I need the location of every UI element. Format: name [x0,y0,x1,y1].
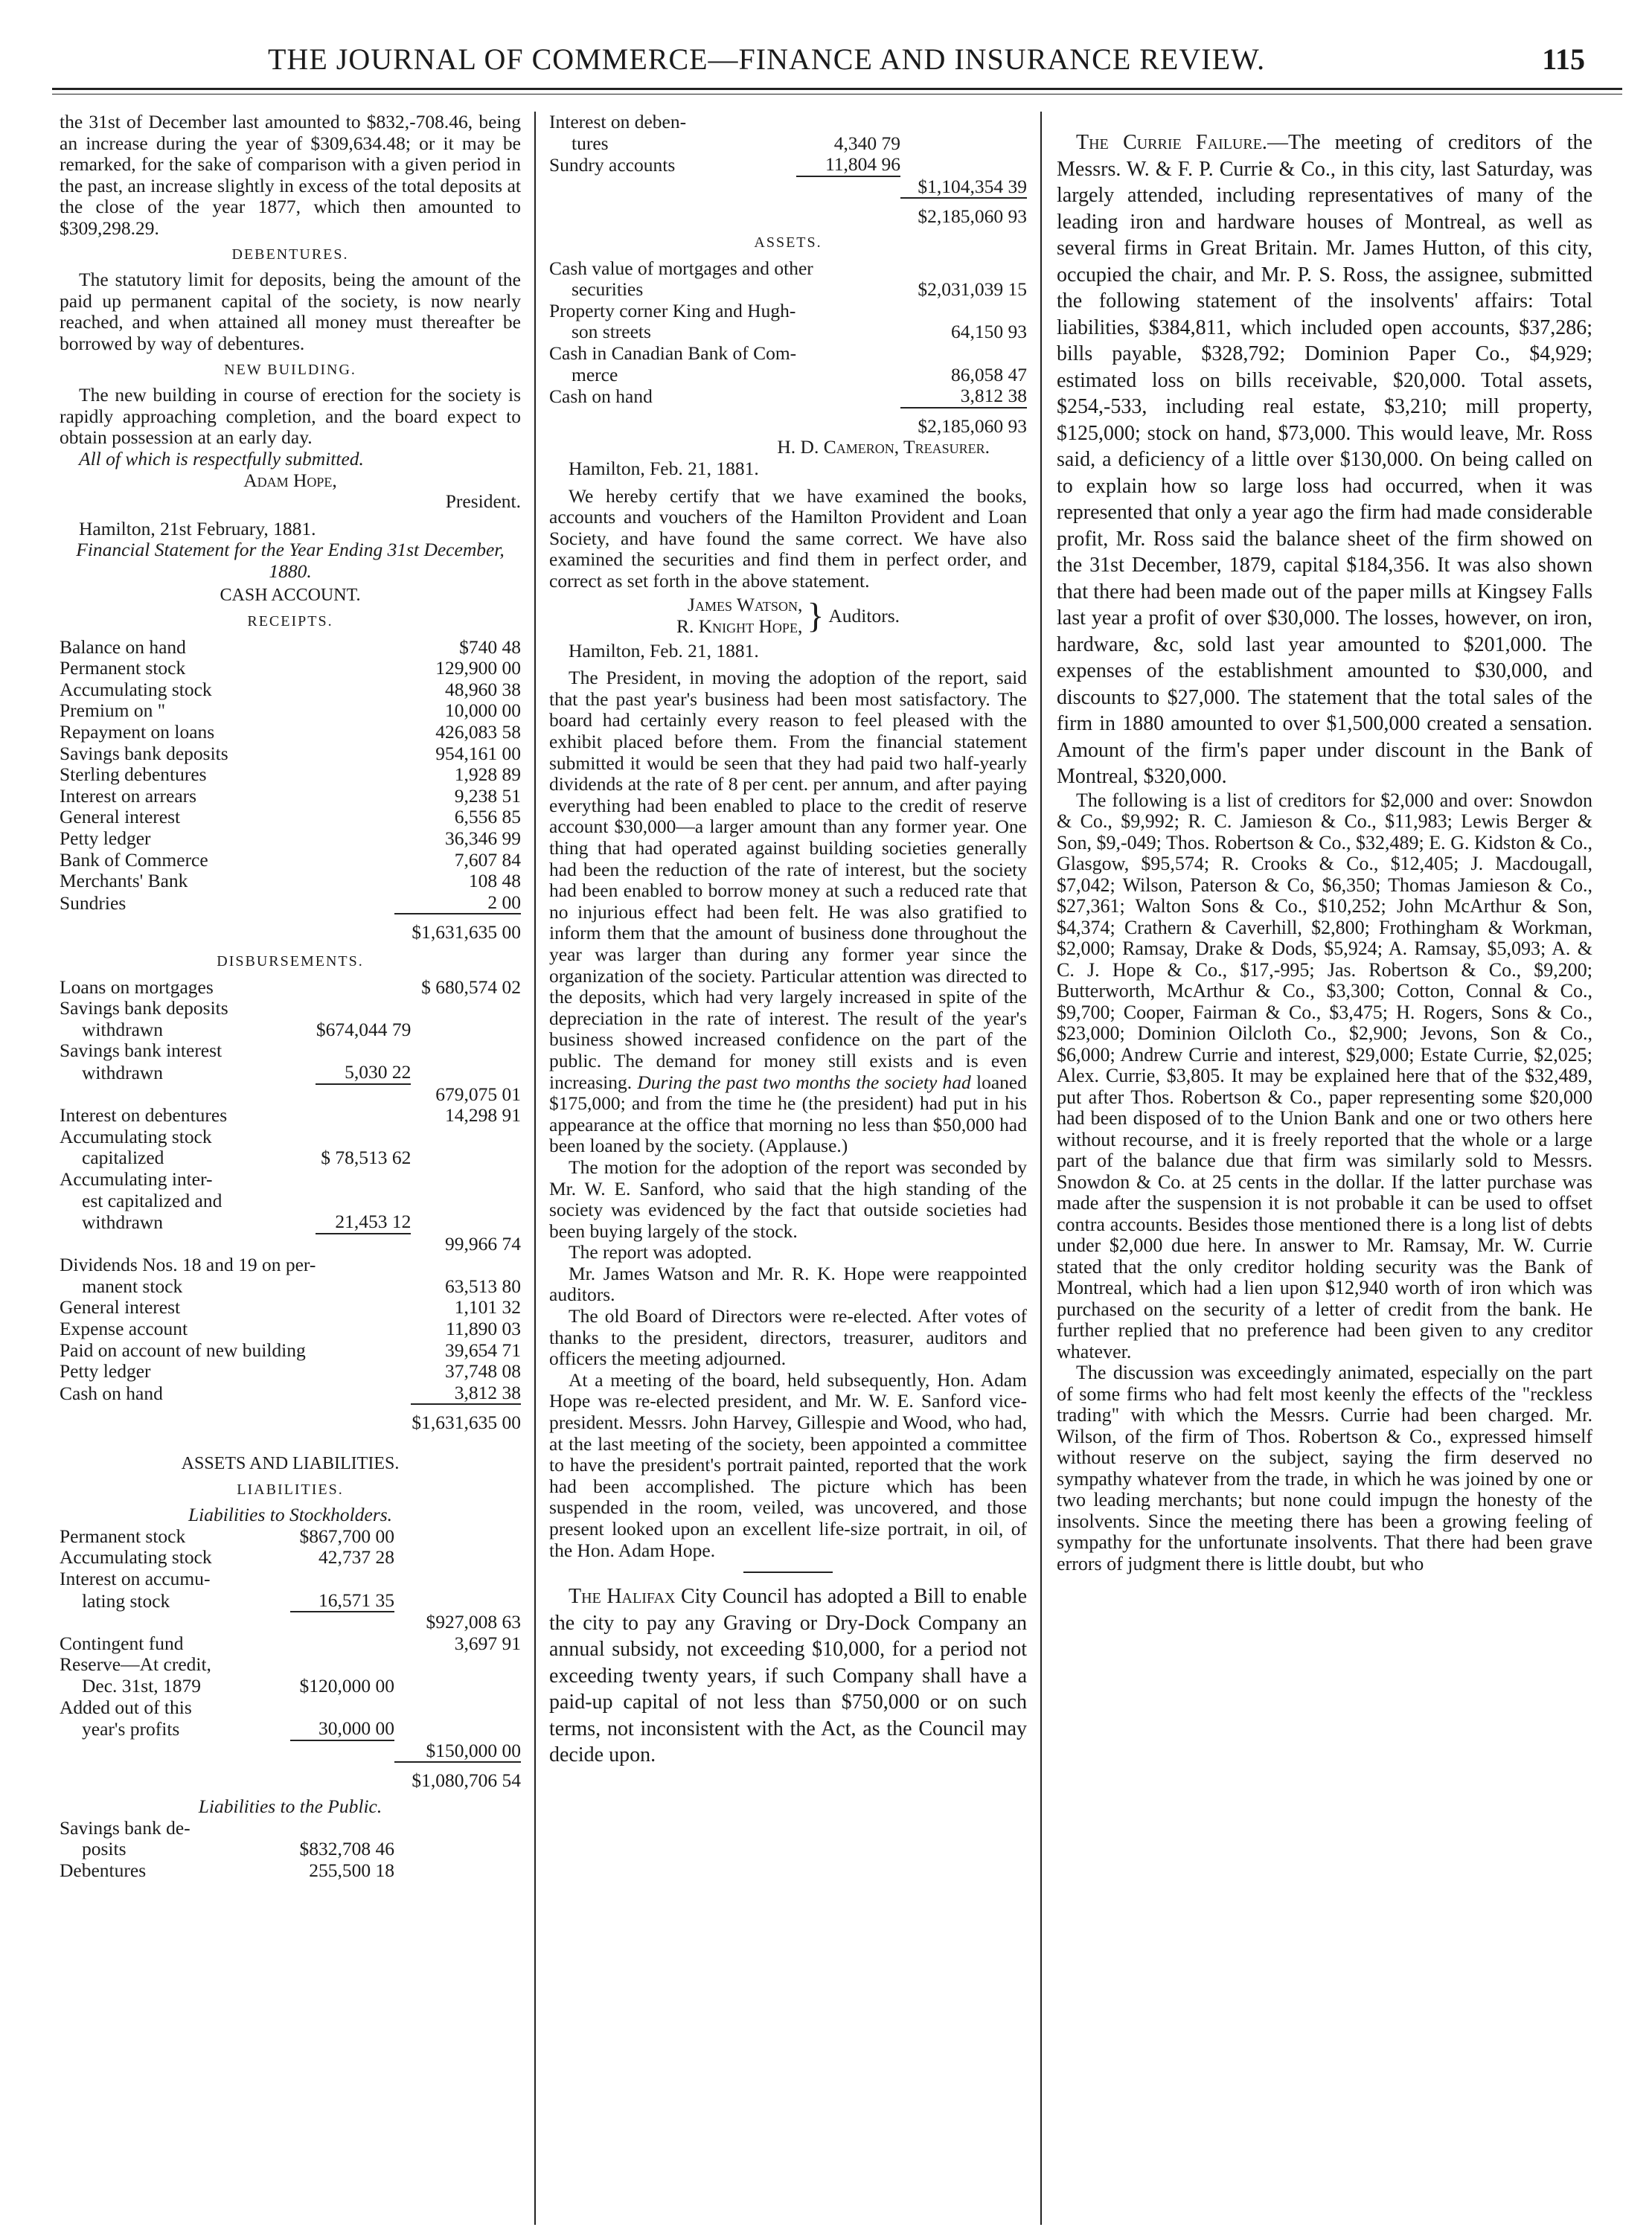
ledger-row: $927,008 63 [426,1611,521,1633]
ledger-total-row: $1,631,635 00 [412,1412,521,1434]
ledger-row: Loans on mortgages $ 680,574 02 [60,975,521,998]
ledger-row: Sterling debentures 1,928 89 [60,763,521,786]
halifax-paragraph: The Halifax City Council has adopted a Bill to enable the city to pay any Graving or Dry-Dock Company an annual subsidy, not exceeding $10,000, for a period not exceeding twenty years, if such Company shall have a paid-up capital of not less than $750,000 or on such terms, not inconsistent with the Act, as the Council may decide upon. [549,1585,1027,1767]
ledger-row: year's profits 30,000 00 [82,1717,394,1740]
ledger-row: est capitalized and [82,1189,222,1211]
treasurer-signature: H. D. Cameron, Treasurer. [777,436,990,458]
auditors-label: Auditors. [828,604,900,627]
header-rule-thick [52,88,1622,90]
column-left [60,112,521,1881]
liabilities-heading: LIABILITIES. [237,1481,344,1498]
receipts-heading: RECEIPTS. [247,613,333,630]
ledger-row: Sundry accounts 11,804 96 [549,153,900,176]
ledger-row: Cash on hand 3,812 38 [549,385,1027,408]
ledger-row: Accumulating stock [60,1125,212,1147]
place-date: Hamilton, 21st February, 1881. [79,517,316,539]
column-right [1057,112,1592,1574]
ledger-row: Expense account 11,890 03 [60,1318,521,1340]
ledger-row: capitalized $ 78,513 62 [82,1147,412,1169]
ledger-row: manent stock 63,513 80 [82,1275,521,1297]
ledger-row: Balance on hand $740 48 [60,635,521,658]
section-heading: NEW BUILDING. [224,361,356,378]
auditors-paragraph: Mr. James Watson and Mr. R. K. Hope were reappointed auditors. [549,1262,1027,1306]
ledger-row: Savings bank deposits 954,161 00 [60,742,521,764]
ledger-row: Cash on hand 3,812 38 [60,1381,521,1404]
ledger-row: Premium on " 10,000 00 [60,699,521,722]
auditor-names [676,595,802,637]
ledger-row: Merchants' Bank 108 48 [60,870,521,892]
ledger-row: Permanent stock $867,700 00 [60,1525,394,1547]
liabilities-table [60,1526,521,1792]
ledger-row: securities $2,031,039 15 [572,278,1027,301]
discussion-paragraph: The discussion was exceedingly animated, especially on the part of some firms who had felt most keenly the effects of the "reckless trading" with which the Messrs. Currie had been charged. Mr. Wilson, of the firm of Thos. Robertson & Co., expressed himself without reserve on the subject, saying the firm deserved no sympathy whatever from the trade, in which he was joined by one or two leading merchants; but none could impugn the honesty of the insolvents. Since the meeting there has been a growing feeling of sympathy for the unfortunate insolvents. That there had been grave errors of judgment there is little doubt, but who [1057,1362,1592,1574]
submitted-line: All of which is respectfully submitted. [79,447,364,470]
disbursements-table [60,977,521,1434]
ledger-row: $150,000 00 [60,1740,521,1763]
ledger-row: tures 4,340 79 [572,132,900,154]
ledger-row: posits $832,708 46 [82,1838,394,1860]
column-divider-left [534,112,536,2225]
ledger-row: Cash value of mortgages and other [549,257,813,279]
brace: } [807,596,825,636]
directors-paragraph: The old Board of Directors were re-elected. After votes of thanks to the president, directors, treasurer, auditors and officers the meeting adjourned. [549,1305,1027,1370]
signer-title: President. [445,490,521,513]
ledger-row: withdrawn 21,453 12 [82,1211,412,1234]
debentures-paragraph: The statutory limit for deposits, being the amount of the paid up permanent capital of the society, is now nearly reached, and when attained all money must thereafter be borrowed by way of debentures. [60,269,521,354]
ledger-row: 99,966 74 [445,1232,521,1255]
liab-stockholders-heading: Liabilities to Stockholders. [188,1504,393,1526]
ledger-row: Contingent fund 3,697 91 [60,1632,521,1654]
ledger-row: Property corner King and Hugh- [549,299,796,321]
ledger-row: withdrawn 5,030 22 [82,1060,412,1083]
ledger-total-row: $1,080,706 54 [412,1769,521,1792]
ledger-row: Accumulating stock 42,737 28 [60,1546,394,1569]
ledger-row: son streets 64,150 93 [572,321,1027,343]
adopted-paragraph: The report was adopted. [569,1241,752,1263]
board-meeting-paragraph: At a meeting of the board, held subsequently, Hon. Adam Hope was re-elected president, and Mr. W. E. Sanford vice-president. Messrs. John Harvey, Gillespie and Wood, who had, at the last meeting of the society, been appointed a committee to have the president's portrait painted, reported that the work had been accomplished. The picture which has been suspended in the room, veiled, was uncovered, and those present looked upon an excellent life-size portrait, in oil, of the Hon. Adam Hope. [549,1368,1027,1561]
ledger-row: Added out of this [60,1696,192,1718]
place-date: Hamilton, Feb. 21, 1881. [569,639,759,661]
column-divider-right [1040,112,1042,2225]
liab-public-heading: Liabilities to the Public. [198,1795,382,1817]
ledger-row: Interest on arrears 9,238 51 [60,784,521,807]
ledger-row: Petty ledger 36,346 99 [60,827,521,849]
ledger-row: Permanent stock 129,900 00 [60,657,521,679]
ledger-row: Savings bank interest [60,1039,222,1062]
ledger-row: Dec. 31st, 1879 $120,000 00 [82,1674,394,1697]
ledger-row: Cash in Canadian Bank of Com- [549,342,797,364]
ledger-row: Reserve—At credit, [60,1653,211,1676]
assets-table [549,258,1027,438]
motion-paragraph: The motion for the adoption of the report was seconded by Mr. W. E. Sanford, who said that the high standing of the society was evidenced by the fact that outside societies had been buying largely of the stock. [549,1156,1027,1242]
section-heading: DEBENTURES. [231,246,349,263]
ledger-row: Accumulating stock 48,960 38 [60,678,521,700]
intro-paragraph: the 31st of December last amounted to $832,-708.46, being an increase during the year of $309,634.48; or it may be remarked, for the sake of comparison with a given period in the past, an increase slightly in excess of the total deposits at the close of the year 1877, which then amounted to $309,298.29. [60,112,521,239]
ledger-total-row: $2,185,060 93 [918,414,1027,437]
ledger-row: $1,104,354 39 [549,176,1027,199]
statement-title: Financial Statement for the Year Ending 31st December, 1880. [76,539,505,582]
ledger-row: Petty ledger 37,748 08 [60,1360,521,1383]
auditors-block [549,595,1027,637]
ledger-row: withdrawn $674,044 79 [82,1018,412,1040]
ledger-row: Bank of Commerce 7,607 84 [60,848,521,871]
ledger-row: Sundries 2 00 [60,891,521,914]
ledger-row: Dividends Nos. 18 and 19 on per- [60,1254,316,1276]
audit-paragraph: We hereby certify that we have examined the books, accounts and vouchers of the Hamilton Provident and Loan Society, and have found the same correct. We have also examined the securities and find them in perfect order, and correct as set forth in the above statement. [549,484,1027,592]
ledger-row: merce 86,058 47 [572,363,1027,385]
ledger-row: General interest 6,556 85 [60,806,521,828]
ledger-row: Savings bank deposits [60,997,228,1019]
creditors-paragraph: The following is a list of creditors for $2,000 and over: Snowdon & Co., $9,992; R. C. Jamieson & Co., $11,983; Lewis Berger & Son, $9,-049; Thos. Robertson & Co., $32,489; E. G. Kidston & Co., Glasgow, $95,574; R. Crooks & Co., $12,405; J. Macdougall, $7,042; Wilson, Paterson & Co, $6,350; Thomas Jamieson & Co., $27,361; Walton Sons & Co., $10,252; John McArthur & Son, $4,374; Crathern & Caverhill, $2,800; Frothingham & Workman, $2,000; Ramsay, Drake & Dods, $5,924; A. Ramsay, $5,093; A. & C. J. Hope & Co., $17,-995; Jas. Robertson & Co., $9,200; Butterworth, McArthur & Co., $3,300; Cotton, Connal & Co., $9,700; Cooper, Fairman & Co., $3,475; H. Rogers, Sons & Co., $23,000; Dominion Oilcloth Co., $2,900; Jevons, Son & Co., $6,000; Andrew Currie and interest, $29,000; Estate Currie, $2,025; Alex. Currie, $3,805. It may be explained here that of the $32,489, put after Thos. Robertson & Co., paper representing some $20,000 had been disposed of to the Union Bank and one or two others here without recourse, and it is freely reported that the whole or a large part of the balance due that firm was similarly sold to Messrs. Snowdon & Co. at 25 cents in the dollar. If the latter purchase was made after the suspension it is not probable it can be used to offset contra accounts. Besides those mentioned there is a long list of debts under $2,000 due here. In answer to Mr. Ramsay, Mr. W. Currie stated that the only creditor holding security was the Bank of Montreal, which had a lien upon $12,940 worth of iron which was purchased on the security of a letter of credit from the bank. He further replied that no preference had been given to any creditor whatever. [1057,789,1592,1362]
place-date: Hamilton, Feb. 21, 1881. [569,457,759,479]
ledger-row: Interest on debentures 14,298 91 [60,1104,521,1127]
ledger-row: lating stock 16,571 35 [82,1589,394,1612]
ledger-total-row: $1,631,635 00 [412,921,521,944]
ledger-total-row: $2,185,060 93 [918,205,1027,228]
ledger-row: General interest 1,101 32 [60,1296,521,1319]
ledger-row: Repayment on loans 426,083 58 [60,721,521,743]
cash-account-heading: CASH ACCOUNT. [220,586,361,606]
new-building-paragraph: The new building in course of erection for the society is rapidly approaching completion, and the board expect to obtain possession at an early day. [60,384,521,449]
receipts-table [60,637,521,944]
public-liabilities-table [60,1818,521,1882]
president-paragraph: The President, in moving the adoption of the report, said that the past year's business had been most satisfactory. The board had certainly every reason to feel pleased with the exhibit placed before them. From the financial statement submitted it would be seen that they had paid two half-yearly dividends at the rate of 8 per cent. per annum, and after paying everything had been enabled to place to the credit of reserve account $30,000—a larger amount than any former year. One thing that had operated against building societies generally had been the reduction of the rate of interest, but the society had been enabled to borrow money at such a reduced rate that no injurious effect had been felt. He was also gratified to inform them that the amount of business done throughout the year was larger than during any former year since the organization of the society. Particular attention was directed to the deposits, which had very largely increased in spite of the depreciation in the rate of interest. The result of the year's business showed increased confidence on the part of the public. The demand for money still exists and is even increasing. During the past two months the society had loaned $175,000; and from the time he (the president) had put in his appearance at the office that morning no less than $50,000 had been loaned by the society. (Applause.) [549,667,1027,1157]
currie-paragraph: The Currie Failure.—The meeting of creditors of the Messrs. W. & F. P. Currie & Co., in this city, last Saturday, was largely attended, including representatives of many of the leading iron and hardware houses of Montreal, as well as several firms in Great Britain. Mr. James Hutton, of this city, occupied the chair, and Mr. P. S. Ross, the assignee, submitted the following statement of the insolvents' affairs: Total liabilities, $384,811, which included open accounts, $37,286; bills payable, $328,792; Dominion Paper Co., $4,929; estimated loss on bills receivable, $20,000. Total assets, $254,-533, including real estate, $3,210; mill property, $125,000; stock on hand, $73,000. This would leave, Mr. Ross said, a deficiency of a little over $130,000. On being called on to explain how so large loss had occurred, when it was represented that only a year ago the firm had made considerable profit, Mr. Ross said the balance sheet of the firm showed on the 31st December, 1879, capital $184,356. It was also shown that there had been made out of the paper mills at Kingsey Falls last year a profit of over $30,000. The losses, however, on iron, hardware, &c, sold last year amounted to $201,000. The expenses of the establishment amounted to $30,000, and discounts to $27,000. The statement that the total sales of the firm in 1880 amounted to over $1,500,000 created a sensation. Amount of the firm's paper under discount in the Bank of Montreal, $320,000. [1057,131,1592,788]
ledger-row: Paid on account of new building 39,654 71 [60,1339,521,1361]
ledger-row: Interest on accumu- [60,1568,211,1589]
ledger-row: Debentures 255,500 18 [60,1859,394,1881]
ledger-row: 679,075 01 [435,1083,521,1105]
page-header [45,37,1615,82]
auditor-name: James Watson, [688,594,803,616]
article-separator [743,1572,833,1573]
public-liabilities-continued [549,112,1027,228]
assets-liabilities-heading: ASSETS AND LIABILITIES. [181,1454,400,1474]
ledger-row: Savings bank de- [60,1816,191,1839]
assets-heading: ASSETS. [754,234,822,251]
auditor-name: R. Knight Hope, [676,615,803,638]
journal-title: THE JOURNAL OF COMMERCE—FINANCE AND INSURANCE REVIEW. [268,42,1266,76]
signer-name: Adam Hope, [243,469,337,491]
column-middle [549,112,1027,1769]
ledger-row: Accumulating inter- [60,1167,213,1190]
page-number: 115 [1542,42,1585,76]
disbursements-heading: DISBURSEMENTS. [217,952,364,970]
ledger-row: Interest on deben- [549,112,687,132]
